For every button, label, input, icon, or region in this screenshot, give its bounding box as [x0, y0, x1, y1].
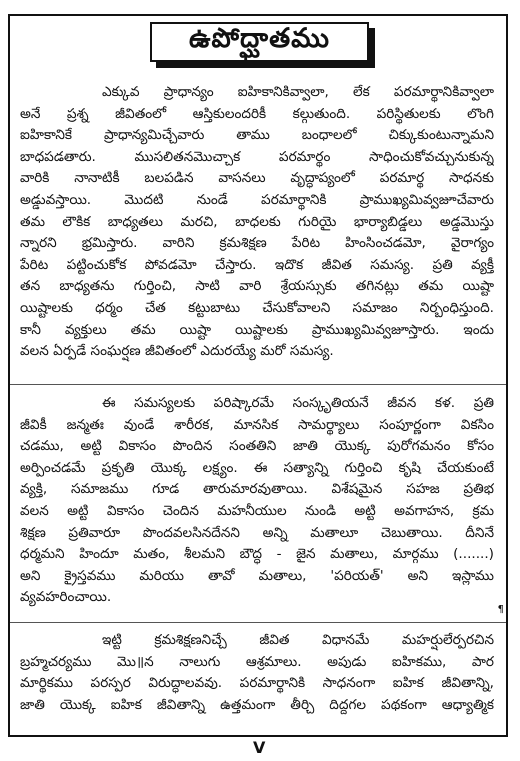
section-divider	[10, 384, 506, 385]
text-line: వలన అట్టి వికాసం చెందిన మహనీయుల నుండి అట్టి అవగాహన, క్రమ	[20, 502, 494, 519]
text-line: వ్యవహరించాయి.	[20, 589, 112, 606]
text-line: జాతి యొక్క ఐహిక జీవితాన్ని ఉత్తమంగా తీర్చి దిద్దగల పథకంగా ఆధ్యాత్మిక	[20, 696, 494, 713]
text-line: ఈ సమస్యలకు పరిష్కారమే సంస్కృతియనే జీవన కళ. ప్రతి	[102, 395, 494, 411]
text-line: వలన ఏర్పడే సంఘర్షణ జీవితంలో ఎదురయ్యే మరో సమస్య.	[20, 343, 334, 360]
text-line: తన బాధ్యతను గుర్తించి, సాటి వారి శ్రేయస్సుకు తగినట్లు తమ యిష్టా	[20, 278, 494, 295]
title-block	[150, 22, 375, 68]
text-line: అని క్రైస్తవము మరియు తావో మతాలు, 'పరియత్' అని ఇస్లాము	[20, 567, 494, 584]
text-line: చడము, అట్టి వికాసం పొందిన సంతతిని జాతి యొక్క పురోగమనం కోసం	[20, 438, 494, 455]
text-line: వారికి నానాటికీ బలపడిన వాసనలు వృద్ధాప్యంలో పరమార్థ సాధనకు	[20, 170, 494, 187]
section-divider	[10, 622, 506, 623]
page-number: V	[253, 738, 266, 757]
text-line: అర్పించడమే ప్రకృతి యొక్క లక్ష్యం. ఈ సత్యాన్ని గుర్తించి కృషి చేయకుంటే	[20, 459, 494, 476]
text-line: కానీ వ్యక్తులు తమ యిష్టా యిష్టాలకు ప్రాముఖ్యమివ్వజూస్తారు. ఇందు	[20, 321, 494, 338]
text-line: జీవికీ జన్మతః వుండే శారీరక, మానసిక సామర్థ్యాలు సంపూర్ణంగా వికసిం	[20, 416, 494, 433]
text-line: బ్రహ్మచర్యము మొ॥న నాలుగు ఆశ్రమాలు. అపుడు ఐహికము, పార	[20, 653, 494, 670]
text-line: ఇట్టి క్రమశిక్షణనిచ్చే జీవిత విధానమే మహర్షులేర్పరచిన	[102, 632, 494, 648]
text-line: అనే ప్రశ్న జీవితంలో ఆస్తికులందరికీ కల్గుతుంది. పరిస్థితులకు లొంగి	[20, 105, 494, 122]
text-line: తమ లౌకిక బాధ్యతలు మరచి, బాధలకు గురియై భార్యాబిడ్డలు అడ్డమొస్తు	[20, 213, 494, 230]
text-line: శిక్షణ ప్రతివారూ పొందవలసినదేనని అన్ని మతాలూ చెబుతాయి. దీనినే	[20, 524, 494, 541]
text-line: పేరిట పట్టించుకోక పోవడమో చేస్తారు. ఇదొక జీవిత సమస్య. ప్రతి వ్యక్తీ	[20, 256, 494, 273]
text-line: అడ్డువస్తాయి. మొదటి నుండే పరమార్థానికి ప్రాముఖ్యమివ్వజూచేవారు	[20, 191, 494, 208]
text-line: ధర్మమని హిందూ మతం, శీలమని బౌద్ధ - జైన మతాలు, మార్గము (.......)	[20, 546, 494, 563]
page-title: ఉపోద్ఘాతము	[150, 22, 369, 62]
text-line: మార్థికము పరస్పర విరుద్ధాలవవు. పరమార్థానికి సాధనంగా ఐహిక జీవితాన్ని,	[20, 675, 494, 692]
paragraph-1	[20, 82, 494, 363]
paragraph-3	[20, 630, 494, 716]
text-line: ఎక్కువ ప్రాధాన్యం ఐహికానికివ్వాలా, లేక పరమార్థానికివ్వాలా	[102, 84, 494, 100]
text-line: న్నారని భ్రమిస్తారు. వారిని క్రమశిక్షణ పేరిట హింసించడమో, వైరాగ్యం	[20, 235, 494, 252]
text-line: ఐహికానికే ప్రాధాన్యమిచ్చేవారు తాము బంధాలలో చిక్కుకుంటున్నామని	[20, 127, 494, 144]
paragraph-2	[20, 393, 494, 609]
text-line: వ్యక్తి, సమాజము గూడ తారుమారవుతాయి. విశేషమైన సహజ ప్రతిభ	[20, 481, 494, 498]
text-line: యిష్టాలకు ధర్మం చేత కట్టుబాటు చేసుకోవాలని సమాజం నిర్బంధిస్తుంది.	[20, 299, 494, 316]
text-line: బాధపడతారు. ముసలితనమొచ్చాక పరమార్థం సాధించుకోవచ్చునుకున్న	[20, 148, 494, 165]
pilcrow-mark: ¶	[497, 604, 504, 615]
